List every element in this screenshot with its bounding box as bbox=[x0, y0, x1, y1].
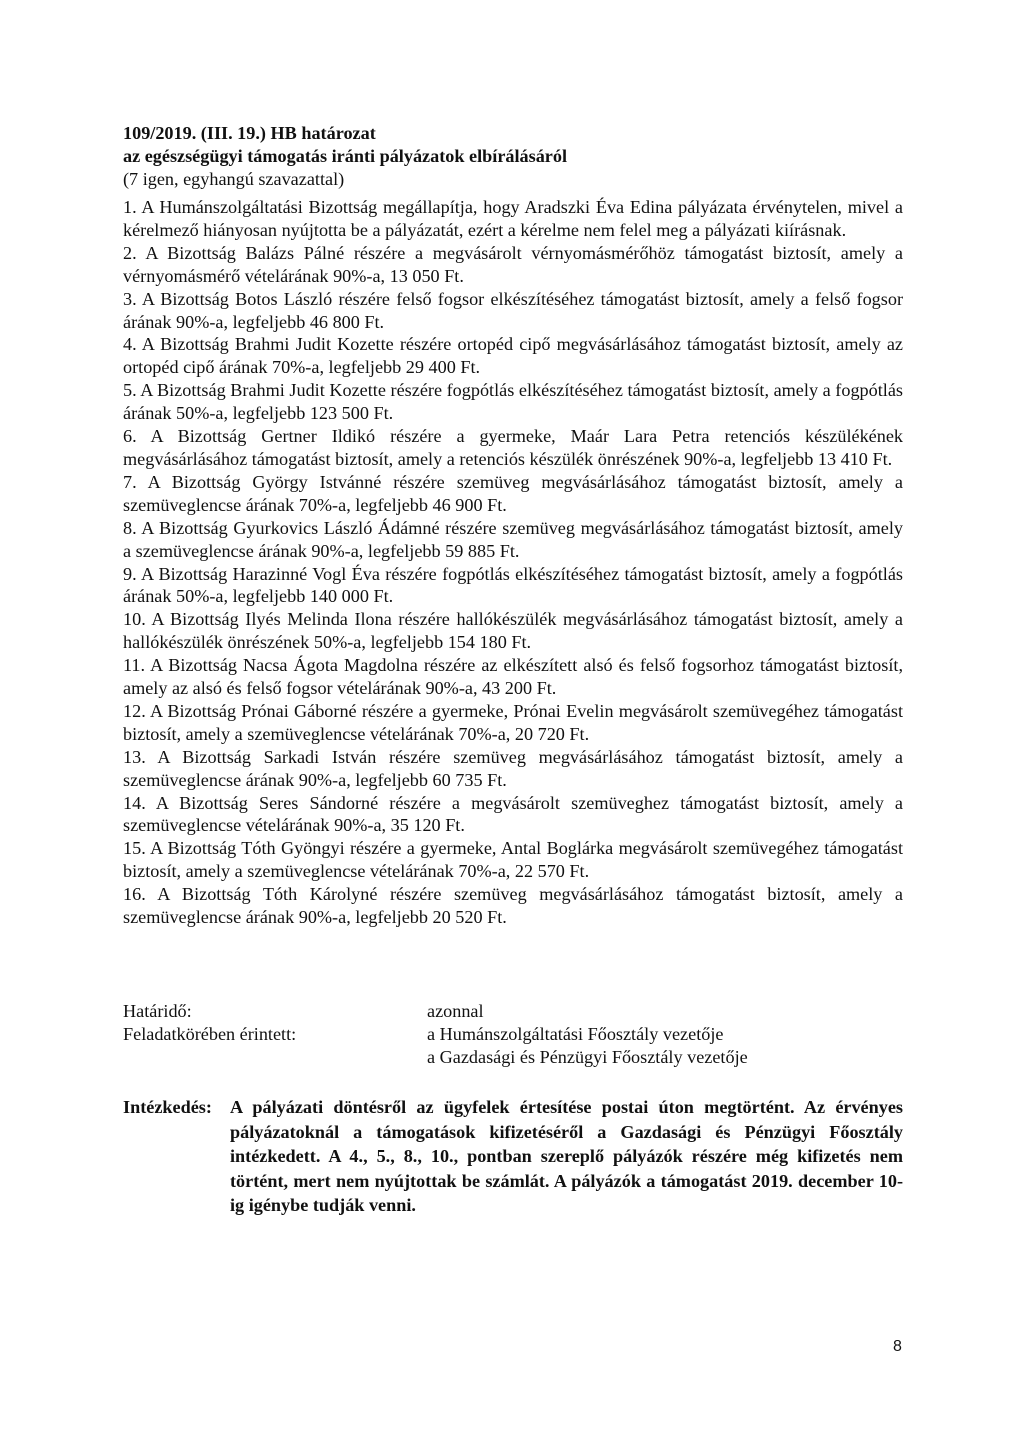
resolution-items bbox=[123, 196, 903, 929]
measure-section bbox=[123, 1095, 903, 1218]
deadline-value: azonnal bbox=[427, 1001, 484, 1021]
list-item: 14. A Bizottság Seres Sándorné részére a megvásárolt szemüveghez támogatást biztosít, amely a szemüveglencse vételárának 90%-a, 35 120 Ft. bbox=[123, 792, 903, 836]
measure-text: A pályázati döntésről az ügyfelek értesítése postai úton megtörtént. Az érvényes pályázatoknál a támogatások kifizetéséről a Gazdasági és Pénzügyi Főosztály intézkedett. A 4., 5., 8., 10., pontban szereplő pályázók részére még kifizetés nem történt, mert nem nyújtottak be számlát. A pályázók a támogatást 2019. december 10-ig igénybe tudják venni. bbox=[230, 1097, 903, 1215]
list-item: 6. A Bizottság Gertner Ildikó részére a gyermeke, Maár Lara Petra retenciós készülékének megvásárlásához támogatást biztosít, amely a retenciós készülék önrészének 90%-a, legfeljebb 13 410 Ft. bbox=[123, 426, 903, 469]
vote-result: (7 igen, egyhangú szavazattal) bbox=[123, 168, 345, 189]
list-item: 9. A Bizottság Harazinné Vogl Éva részére fogpótlás elkészítéséhez támogatást biztosít, amely a fogpótlás árának 50%-a, legfeljebb 140 000 Ft. bbox=[123, 563, 903, 607]
deadline-label: Határidő: bbox=[123, 1001, 192, 1021]
measure-label: Intézkedés: bbox=[123, 1097, 212, 1117]
page-number: 8 bbox=[893, 1338, 902, 1355]
responsible-1: a Humánszolgáltatási Főosztály vezetője bbox=[427, 1023, 724, 1044]
list-item: 8. A Bizottság Gyurkovics László Ádámné részére szemüveg megvásárlásához támogatást biztosít, amely a szemüveglencse árának 90%-a, legfeljebb 59 885 Ft. bbox=[123, 517, 903, 561]
list-item: 2. A Bizottság Balázs Pálné részére a megvásárolt vérnyomásmérőhöz támogatást biztosít, amely a vérnyomásmérő vételárának 90%-a, 13 050 Ft. bbox=[123, 242, 903, 286]
resolution-number: 109/2019. (III. 19.) HB határozat bbox=[123, 123, 376, 143]
list-item: 12. A Bizottság Prónai Gáborné részére a gyermeke, Prónai Evelin megvásárolt szemüvegéhez támogatást biztosít, amely a szemüveglencse vételárának 70%-a, 20 720 Ft. bbox=[123, 700, 903, 744]
responsible-2: a Gazdasági és Pénzügyi Főosztály vezetője bbox=[427, 1046, 748, 1067]
list-item: 4. A Bizottság Brahmi Judit Kozette részére ortopéd cipő megvásárlásához támogatást biztosít, amely az ortopéd cipő árának 70%-a, legfeljebb 29 400 Ft. bbox=[123, 334, 903, 378]
list-item: 13. A Bizottság Sarkadi István részére szemüveg megvásárlásához támogatást biztosít, amely a szemüveglencse árának 90%-a, legfeljebb 60 735 Ft. bbox=[123, 746, 903, 790]
list-item: 10. A Bizottság Ilyés Melinda Ilona részére hallókészülék megvásárlásához támogatást biztosít, amely a hallókészülék önrészének 50%-a, legfeljebb 154 180 Ft. bbox=[123, 609, 903, 653]
responsible-label: Feladatkörében érintett: bbox=[123, 1023, 297, 1044]
resolution-title: az egészségügyi támogatás iránti pályázatok elbírálásáról bbox=[123, 145, 568, 166]
list-item: 5. A Bizottság Brahmi Judit Kozette részére fogpótlás elkészítéséhez támogatást biztosít, amely a fogpótlás árának 50%-a, legfeljebb 123 500 Ft. bbox=[123, 380, 903, 424]
list-item: 1. A Humánszolgáltatási Bizottság megállapítja, hogy Aradszki Éva Edina pályázata érvénytelen, mivel a kérelmező hiányosan nyújtotta be a pályázatát, ezért a kérelme nem felel meg a pályázati kiírásnak. bbox=[123, 197, 903, 240]
list-item: 3. A Bizottság Botos László részére felső fogsor elkészítéséhez támogatást biztosít, amely a felső fogsor árának 90%-a, legfeljebb 46 800 Ft. bbox=[123, 288, 903, 332]
list-item: 11. A Bizottság Nacsa Ágota Magdolna részére az elkészített alsó és felső fogsorhoz támogatást biztosít, amely az alsó és felső fogsor vételárának 90%-a, 43 200 Ft. bbox=[123, 655, 903, 699]
list-item: 7. A Bizottság György Istvánné részére szemüveg megvásárlásához támogatást biztosít, amely a szemüveglencse árának 70%-a, legfeljebb 46 900 Ft. bbox=[123, 471, 903, 515]
resolution-header bbox=[123, 122, 903, 191]
list-item: 16. A Bizottság Tóth Károlyné részére szemüveg megvásárlásához támogatást biztosít, amely a szemüveglencse árának 90%-a, legfeljebb 20 520 Ft. bbox=[123, 884, 903, 928]
list-item: 15. A Bizottság Tóth Gyöngyi részére a gyermeke, Antal Boglárka megvásárolt szemüvegéhez támogatást biztosít, amely a szemüveglencse vételárának 70%-a, 22 570 Ft. bbox=[123, 838, 903, 882]
